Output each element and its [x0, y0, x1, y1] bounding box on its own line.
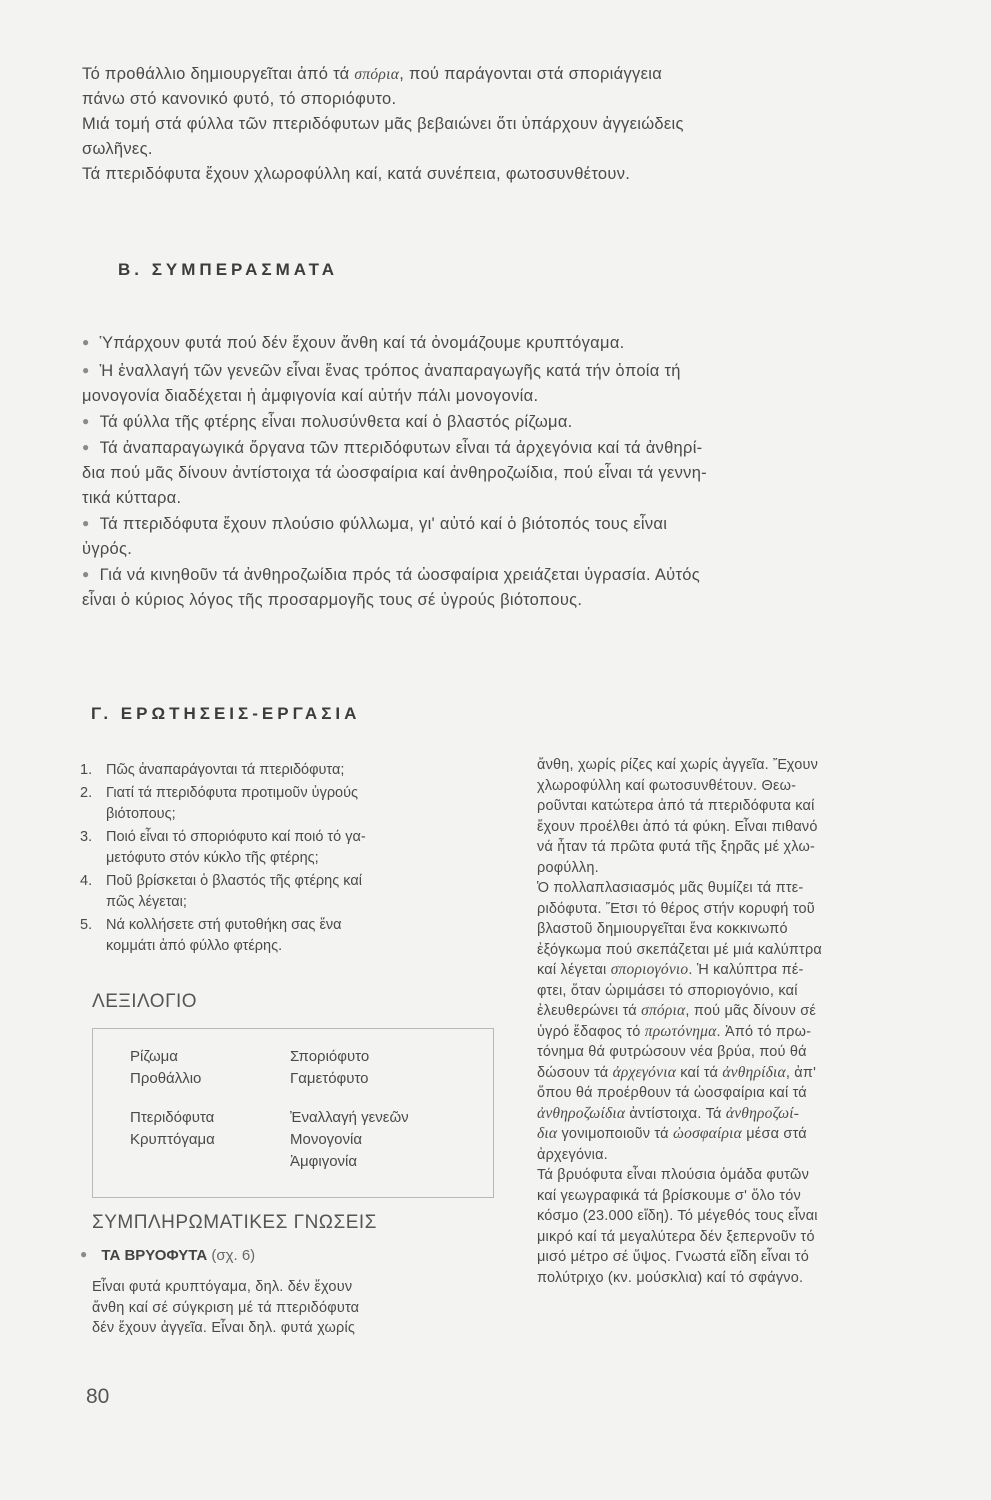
glossary-term: Προθάλλιο — [130, 1070, 202, 1087]
glossary-right-group-2 — [290, 1107, 409, 1173]
intro-line — [82, 162, 922, 187]
question-text — [106, 871, 362, 913]
conclusion-line — [82, 358, 942, 384]
supplementary-line — [537, 858, 937, 879]
intro-line — [82, 112, 922, 137]
italic-term: ἀνθηροζωί- — [725, 1104, 800, 1122]
supplementary-line — [537, 1001, 937, 1022]
conclusions-list — [82, 330, 942, 613]
supplementary-line — [537, 1042, 937, 1063]
text-run: χλωροφύλλη καί φωτοσυνθέτουν. Θεω- — [537, 777, 797, 794]
text-run: κόσμο (23.000 εἴδη). Τό μέγεθός τους εἶναι — [537, 1208, 818, 1224]
supplementary-line — [537, 1022, 937, 1043]
text-run: ροφύλλη. — [537, 859, 599, 876]
left-column — [80, 760, 500, 959]
bullet-dot: ● — [82, 363, 90, 377]
supplementary-line — [537, 1063, 937, 1084]
question-number: 2. — [80, 785, 93, 801]
bullet-dot: ● — [80, 1247, 88, 1261]
question-item — [80, 915, 500, 957]
question-number: 3. — [80, 829, 93, 845]
glossary-term: Ἐναλλαγή γενεῶν — [290, 1109, 409, 1126]
section-b-heading: Β. ΣΥΜΠΕΡΑΣΜΑΤΑ — [118, 260, 339, 279]
supplementary-line — [537, 837, 937, 858]
text-run: Τό προθάλλιο δημιουργεῖται ἀπό τά — [82, 65, 355, 83]
text-run: σωλῆνες. — [82, 140, 153, 158]
text-run: Τά βρυόφυτα εἶναι πλούσια ὁμάδα φυτῶν — [537, 1167, 810, 1183]
text-run: ἀρχεγόνια. — [537, 1146, 608, 1163]
supplementary-left-text — [92, 1277, 492, 1339]
glossary-title: ΛΕΞΙΛΟΓΙΟ — [92, 991, 198, 1012]
bullet-dot: ● — [82, 414, 90, 428]
conclusion-line — [82, 511, 942, 537]
question-text — [106, 915, 342, 957]
italic-term: ἀρχεγόνια — [612, 1063, 677, 1081]
text-run: ἐξόγκωμα πού σκεπάζεται μέ μιά καλύπτρα — [537, 941, 823, 958]
text-run: τόνημα θά φυτρώσουν νέα βρύα, πού θά — [537, 1044, 807, 1060]
conclusion-line — [82, 409, 942, 435]
supplementary-line — [537, 1083, 937, 1104]
question-number: 5. — [80, 917, 93, 933]
conclusion-text: δια πού μᾶς δίνουν ἀντίστοιχα τά ὠοσφαίρια καί ἀνθηροζωίδια, πού εἶναι τά γεννη- — [82, 464, 707, 482]
text-run: καί γεωγραφικά τά βρίσκουμε σ' ὅλο τόν — [537, 1187, 801, 1204]
conclusion-text: Τά πτεριδόφυτα ἔχουν πλούσιο φύλλωμα, γι' αὐτό καί ὁ βιότοπός τους εἶναι — [99, 515, 668, 533]
question-text — [106, 827, 366, 869]
conclusion-item — [82, 511, 942, 562]
supplementary-line — [537, 919, 937, 940]
conclusion-text: Ὑπάρχουν φυτά πού δέν ἔχουν ἄνθη καί τά ὀνομάζουμε κρυπτόγαμα. — [99, 334, 625, 352]
question-line: Ποῦ βρίσκεται ὁ βλαστός τῆς φτέρης καί — [106, 873, 362, 889]
italic-term: ἀνθηρίδια — [722, 1063, 786, 1081]
conclusion-item — [82, 330, 942, 356]
question-line: Ποιό εἶναι τό σποριόφυτο καί ποιό τό γα- — [106, 829, 366, 845]
section-c-heading: Γ. ΕΡΩΤΗΣΕΙΣ-ΕΡΓΑΣΙΑ — [91, 704, 361, 723]
conclusion-line — [82, 384, 942, 409]
question-text — [106, 760, 344, 781]
text-run: καί λέγεται — [537, 962, 611, 978]
text-run: δέν ἔχουν ἀγγεῖα. Εἶναι δηλ. φυτά χωρίς — [92, 1320, 356, 1336]
conclusion-text: Τά φύλλα τῆς φτέρης εἶναι πολυσύνθετα καί ὁ βλαστός ρίζωμα. — [99, 413, 573, 431]
topic-title: ΤΑ ΒΡΥΟΦΥΤΑ — [101, 1247, 208, 1264]
topic-line — [80, 1247, 255, 1264]
text-run: ἄνθη, χωρίς ρίζες καί χωρίς ἀγγεῖα. Ἔχουν — [537, 757, 819, 773]
text-run: νά ἦταν τά πρῶτα φυτά τῆς ξηρᾶς μέ χλω- — [537, 839, 816, 855]
question-item — [80, 827, 500, 869]
text-run: ἐλευθερώνει τά — [537, 1003, 642, 1019]
bullet-dot: ● — [82, 516, 90, 530]
supplementary-line — [537, 940, 937, 961]
supplementary-line — [537, 1104, 937, 1125]
text-run: ἀντίστοιχα. Τά — [625, 1105, 726, 1122]
question-line: κομμάτι ἀπό φύλλο φτέρης. — [106, 938, 283, 954]
supplementary-line — [537, 755, 937, 776]
intro-line — [82, 87, 922, 112]
supplementary-line — [537, 1124, 937, 1145]
conclusion-line — [82, 330, 942, 356]
text-run: μικρό καί τά μεγαλύτερα δέν ξεπερνοῦν τό — [537, 1228, 815, 1245]
text-run: . Ἡ καλύπτρα πέ- — [688, 962, 804, 978]
question-number: 1. — [80, 762, 93, 778]
text-run: Ὁ πολλαπλασιασμός μᾶς θυμίζει τά πτε- — [537, 880, 804, 896]
text-run: φτει, ὅταν ὡριμάσει τό σποριογόνιο, καί — [537, 982, 798, 999]
text-run: πολύτριχο (κν. μούσκλια) καί τό σφάγνο. — [537, 1269, 804, 1286]
supplementary-line — [537, 981, 937, 1002]
italic-term: σποριογόνιο — [610, 961, 689, 978]
question-item — [80, 783, 500, 825]
conclusion-text: Τά ἀναπαραγωγικά ὄργανα τῶν πτεριδόφυτων εἶναι τά ἀρχεγόνια καί τά ἀνθηρί- — [99, 439, 703, 457]
supplementary-line — [92, 1298, 492, 1319]
text-run: μισό μέτρο σέ ὕψος. Γνωστά εἴδη εἶναι τό — [537, 1249, 809, 1265]
text-run: , πού μᾶς δίνουν σέ — [685, 1003, 817, 1019]
supplementary-title: ΣΥΜΠΛΗΡΩΜΑΤΙΚΕΣ ΓΝΩΣΕΙΣ — [92, 1212, 377, 1233]
text-run: , ἀπ' — [785, 1064, 817, 1081]
text-run: ροῦνται κατώτερα ἀπό τά πτεριδόφυτα καί — [537, 798, 815, 814]
conclusion-text: μονογονία διαδέχεται ἡ ἀμφιγονία καί αὐτήν πάλι μονογονία. — [82, 387, 539, 405]
glossary-box — [92, 1028, 494, 1198]
conclusion-text: Ἡ ἐναλλαγή τῶν γενεῶν εἶναι ἕνας τρόπος ἀναπαραγωγῆς κατά τήν ὁποία τή — [99, 362, 681, 380]
text-run: πάνω στό κανονικό φυτό, τό σποριόφυτο. — [82, 90, 397, 108]
question-item — [80, 871, 500, 913]
question-item — [80, 760, 500, 781]
text-run: . Ἀπό τό πρω- — [716, 1023, 812, 1040]
bullet-dot: ● — [82, 335, 90, 349]
supplementary-line — [537, 1186, 937, 1207]
supplementary-line — [92, 1277, 492, 1298]
text-run: ἔχουν προέλθει ἀπό τά φύκη. Εἶναι πιθανό — [537, 818, 818, 835]
supplementary-line — [537, 1227, 937, 1248]
supplementary-line — [537, 899, 937, 920]
supplementary-line — [537, 817, 937, 838]
text-run: Εἶναι φυτά κρυπτόγαμα, δηλ. δέν ἔχουν — [92, 1279, 353, 1295]
supplementary-right-text — [537, 755, 937, 1288]
italic-term: ὠοσφαίρια — [672, 1125, 743, 1142]
text-run: ὅπου θά προέρθουν τά ὠοσφαίρια καί τά — [537, 1085, 807, 1101]
supplementary-line — [537, 960, 937, 981]
conclusion-text: ὑγρός. — [82, 540, 133, 558]
glossary-term: Κρυπτόγαμα — [130, 1131, 215, 1148]
italic-term: πρωτόνημα — [644, 1022, 717, 1040]
conclusion-line — [82, 486, 942, 511]
intro-line — [82, 137, 922, 162]
question-line: Γιατί τά πτεριδόφυτα προτιμοῦν ὑγρούς — [106, 785, 359, 801]
conclusion-line — [82, 588, 942, 613]
conclusion-line — [82, 537, 942, 562]
supplementary-line — [537, 1268, 937, 1289]
conclusion-text: τικά κύτταρα. — [82, 489, 182, 507]
conclusion-text: Γιά νά κινηθοῦν τά ἀνθηροζωίδια πρός τά ὠοσφαίρια χρειάζεται ὑγρασία. Αὐτός — [99, 566, 701, 584]
conclusion-item — [82, 358, 942, 409]
supplementary-line — [537, 796, 937, 817]
questions-list — [80, 760, 500, 957]
text-run: Μιά τομή στά φύλλα τῶν πτεριδόφυτων μᾶς βεβαιώνει ὅτι ὑπάρχουν ἀγγειώδεις — [82, 115, 684, 133]
text-run: βλαστοῦ δημιουργεῖται ἕνα κοκκινωπό — [537, 921, 788, 937]
text-run: Τά πτεριδόφυτα ἔχουν χλωροφύλλη καί, κατά συνέπεια, φωτοσυνθέτουν. — [82, 165, 631, 183]
text-run: μέσα στά — [742, 1126, 807, 1142]
italic-term: ἀνθηροζωίδια — [537, 1104, 626, 1122]
conclusion-item — [82, 435, 942, 511]
conclusion-line — [82, 562, 942, 588]
glossary-term: Μονογονία — [290, 1131, 363, 1148]
text-run: γονιμοποιοῦν τά — [557, 1126, 673, 1142]
italic-term: σπόρια — [641, 1002, 686, 1019]
text-run: ὑγρό ἔδαφος τό — [537, 1023, 645, 1040]
text-run: ἄνθη καί σέ σύγκριση μέ τά πτεριδόφυτα — [92, 1299, 360, 1316]
intro-paragraph — [82, 62, 922, 187]
supplementary-line — [92, 1318, 492, 1339]
text-run: δώσουν τά — [537, 1064, 613, 1081]
question-line: μετόφυτο στόν κύκλο τῆς φτέρης; — [106, 850, 319, 866]
conclusion-line — [82, 435, 942, 461]
glossary-term: Σποριόφυτο — [290, 1048, 370, 1065]
italic-term: δια — [537, 1125, 558, 1142]
topic-figure-ref: (σχ. 6) — [211, 1247, 256, 1264]
conclusion-item — [82, 409, 942, 435]
question-line: πῶς λέγεται; — [106, 894, 187, 910]
text-run: ριδόφυτα. Ἔτσι τό θέρος στήν κορυφή τοῦ — [537, 900, 815, 917]
text-run: , πού παράγονται στά σποριάγγεια — [399, 65, 663, 83]
page-number: 80 — [86, 1385, 110, 1408]
conclusion-text: εἶναι ὁ κύριος λόγος τῆς προσαρμογῆς τους σέ ὑγρούς βιότοπους. — [82, 591, 583, 609]
supplementary-line — [537, 1145, 937, 1166]
question-text — [106, 783, 358, 825]
question-number: 4. — [80, 873, 93, 889]
glossary-right-group-1 — [290, 1046, 369, 1090]
conclusion-line — [82, 461, 942, 486]
question-line: Πῶς ἀναπαράγονται τά πτεριδόφυτα; — [106, 762, 345, 778]
text-run: καί τά — [676, 1064, 723, 1081]
bullet-dot: ● — [82, 440, 90, 454]
italic-term: σπόρια — [354, 66, 400, 83]
glossary-term: Ρίζωμα — [130, 1048, 178, 1065]
conclusion-item — [82, 562, 942, 613]
glossary-term: Πτεριδόφυτα — [130, 1109, 215, 1126]
question-line: Νά κολλήσετε στή φυτοθήκη σας ἕνα — [106, 917, 342, 933]
supplementary-line — [537, 1165, 937, 1186]
bullet-dot: ● — [82, 567, 90, 581]
glossary-term: Γαμετόφυτο — [290, 1070, 369, 1087]
question-line: βιότοπους; — [106, 806, 176, 822]
supplementary-line — [537, 878, 937, 899]
glossary-term: Ἀμφιγονία — [290, 1153, 358, 1170]
intro-line — [82, 62, 922, 87]
glossary-left-group-2 — [130, 1107, 215, 1151]
supplementary-line — [537, 1247, 937, 1268]
glossary-left-group-1 — [130, 1046, 201, 1090]
supplementary-line — [537, 1206, 937, 1227]
supplementary-line — [537, 776, 937, 797]
